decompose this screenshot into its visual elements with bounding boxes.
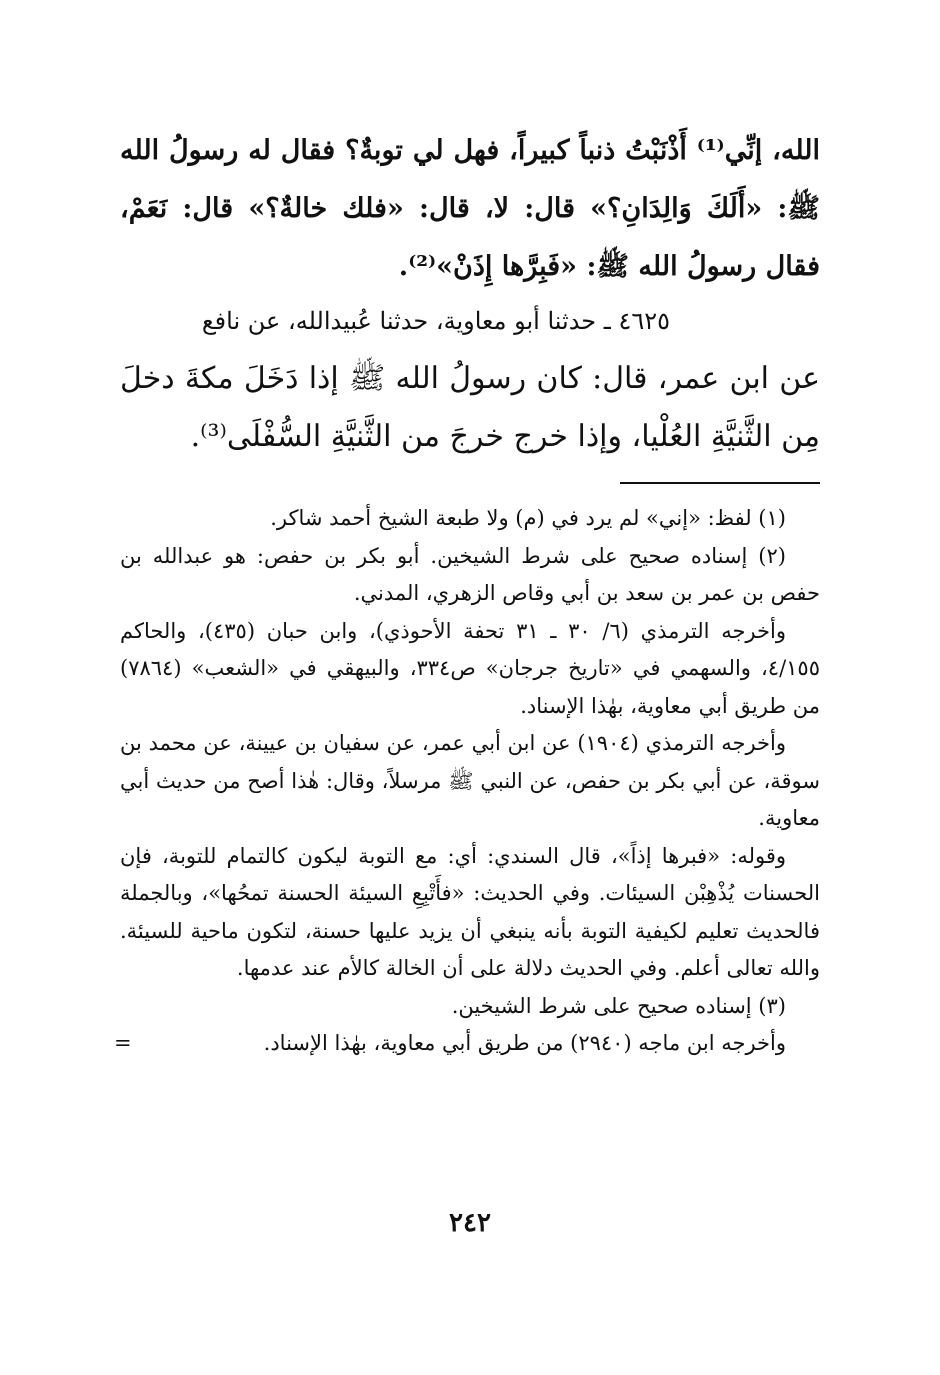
hadith-continuation-paragraph: الله، إنِّي⁽¹⁾ أَذْنَبْتُ ذنباً كبيراً، فهل لي توبةٌ؟ فقال له رسولُ الله ﷺ: «أَلَكَ وَالِدَانِ؟» قال: لا، قال: «فلك خالةٌ؟» قال: نَعَمْ، فقال رسولُ الله ﷺ: «فَبِرَّها إِذَنْ»⁽²⁾. — [120, 135, 820, 282]
footnote-1: (١) لفظ: «إني» لم يرد في (م) ولا طبعة الشيخ أحمد شاكر. — [270, 506, 786, 530]
footnote-separator — [620, 482, 820, 484]
main-text — [120, 122, 820, 296]
footnote-3-takhrij: وأخرجه ابن ماجه (٢٩٤٠) من طريق أبي معاوية، بهٰذا الإسناد. — [263, 1031, 786, 1055]
footnote-2-tirmidhi: وأخرجه الترمذي (١٩٠٤) عن ابن أبي عمر، عن سفيان بن عيينة، عن محمد بن سوقة، عن أبي بكر بن حفص، عن النبي ﷺ مرسلاً، وقال: هٰذا أصح من حديث أبي معاوية. — [120, 731, 820, 830]
footnote-3-takhrij-row — [114, 1025, 820, 1063]
continuation-mark: = — [114, 1031, 132, 1055]
hadith-matn: عن ابن عمر، قال: كان رسولُ الله ﷺ إذا دَخَلَ مكةَ دخلَ مِن الثَّنيَّةِ العُلْيا، وإذا خرج خرجَ من الثَّنيَّةِ السُّفْلَى⁽³⁾. — [120, 361, 820, 454]
footnote-2-takhrij: وأخرجه الترمذي (٦/ ٣٠ ـ ٣١ تحفة الأحوذي)، وابن حبان (٤٣٥)، والحاكم ٤/١٥٥، والسهمي في «تاريخ جرجان» ص٣٣٤، والبيهقي في «الشعب» (٧٨٦٤) من طريق أبي معاوية، بهٰذا الإسناد. — [120, 618, 820, 718]
footnote-2: (٢) إسناده صحيح على شرط الشيخين. أبو بكر بن حفص: هو عبدالله بن حفص بن عمر بن سعد بن أبي وقاص الزهري، المدني. — [120, 543, 820, 605]
footnotes — [114, 500, 820, 1063]
footnote-3: (٣) إسناده صحيح على شرط الشيخين. — [451, 993, 786, 1018]
footnote-2-commentary: وقوله: «فبرها إذاً»، قال السندي: أي: مع التوبة ليكون كالتمام للتوبة، فإن الحسنات يُذْهِبْن السيئات. وفي الحديث: «فأَتْبِعِ السيئة الحسنة تمحُها»، وبالجملة فالحديث تعليم لكيفية التوبة بأنه ينبغي أن يزيد عليها حسنة، لتكون ماحية للسيئة. والله تعالى أعلم. وفي الحديث دلالة على أن الخالة كالأم عند عدمها. — [120, 843, 820, 980]
page-number: ٢٤٢ — [449, 1208, 491, 1238]
hadith-isnad-line: ٤٦٢٥ ـ حدثنا أبو معاوية، حدثنا عُبيدالله، عن نافع — [201, 307, 670, 335]
